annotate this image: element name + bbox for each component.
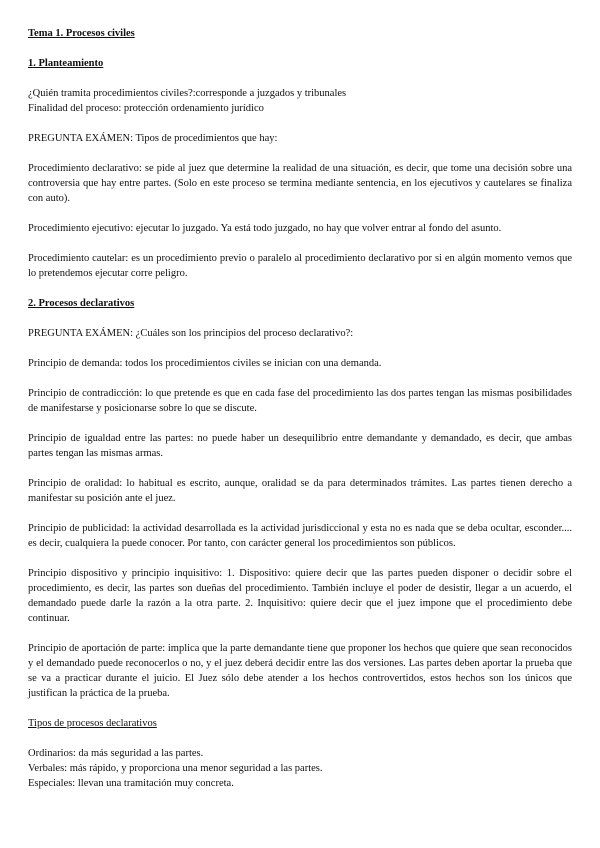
exam-question-principios: PREGUNTA EXÁMEN: ¿Cuáles son los principios del proceso declarativo?: [28, 328, 354, 339]
document-title: Tema 1. Procesos civiles [28, 28, 135, 39]
intro-line-1: ¿Quién tramita procedimientos civiles?:corresponde a juzgados y tribunales [28, 88, 347, 99]
list-item-ordinarios: Ordinarios: da más seguridad a las partes. [28, 748, 204, 759]
section-heading-procesos-declarativos: 2. Procesos declarativos [28, 298, 135, 309]
paragraph-igualdad: Principio de igualdad entre las partes: no puede haber un desequilibrio entre demandante y demandado, es decir, que ambas partes tengan las mismas armas. [28, 433, 572, 459]
document-page [28, 26, 572, 791]
paragraph-ejecutivo: Procedimiento ejecutivo: ejecutar lo juzgado. Ya está todo juzgado, no hay que volver entrar al fondo del asunto. [28, 223, 502, 234]
subheading-tipos: Tipos de procesos declarativos [28, 718, 157, 729]
paragraph-cautelar: Procedimiento cautelar: es un procedimiento previo o paralelo al procedimiento declarativo por si en algún momento vemos que lo pretendemos ejecutar corre peligro. [28, 253, 572, 279]
paragraph-publicidad: Principio de publicidad: la actividad desarrollada es la actividad jurisdiccional y esta no es nada que se deba ocultar, esconder.... es decir, cualquiera la puede conocer. Por tanto, con carácter general los procedimientos son públicos. [28, 523, 572, 549]
paragraph-contradiccion: Principio de contradicción: lo que pretende es que en cada fase del procedimiento las dos partes tengan las mismas posibilidades de manifestarse y posicionarse sobre lo que se discute. [28, 388, 572, 414]
paragraph-dispositivo: Principio dispositivo y principio inquisitivo: 1. Dispositivo: quiere decir que las partes pueden disponer o decidir sobre el procedimiento, es decir, las partes son dueñas del procedimiento. También incluye el poder de desistir, llegar a un acuerdo, el demandado puede darle la razón a la otra parte. 2. Inquisitivo: quiere decir que el juez impone que el procedimiento debe continuar. [28, 568, 572, 624]
paragraph-oralidad: Principio de oralidad: lo habitual es escrito, aunque, oralidad se da para determinados trámites. Las partes tienen derecho a manifestar su posición ante el juez. [28, 478, 572, 504]
paragraph-demanda: Principio de demanda: todos los procedimientos civiles se inician con una demanda. [28, 358, 382, 369]
paragraph-aportacion: Principio de aportación de parte: implica que la parte demandante tiene que proponer los hechos que quiere que sean reconocidos y el demandado puede reconocerlos o no, y el juez deberá decidir entre las dos versiones. Las partes deben aportar la prueba que se va a practicar durante el juicio. El Juez sólo debe atender a los hechos controvertidos, estos hechos son los únicos que justifican la práctica de la prueba. [28, 643, 572, 699]
list-item-verbales: Verbales: más rápido, y proporciona una menor seguridad a las partes. [28, 763, 323, 774]
list-item-especiales: Especiales: llevan una tramitación muy concreta. [28, 778, 234, 789]
intro-line-2: Finalidad del proceso: protección ordenamiento jurídico [28, 103, 264, 114]
exam-question-tipos: PREGUNTA EXÁMEN: Tipos de procedimientos que hay: [28, 133, 278, 144]
paragraph-declarativo: Procedimiento declarativo: se pide al juez que determine la realidad de una situación, es decir, que tome una decisión sobre una controversia que hay entre partes. (Solo en este proceso se termina mediante sentencia, en los ejecutivos y cautelares se finaliza con auto). [28, 163, 572, 204]
section-heading-planteamiento: 1. Planteamiento [28, 58, 104, 69]
